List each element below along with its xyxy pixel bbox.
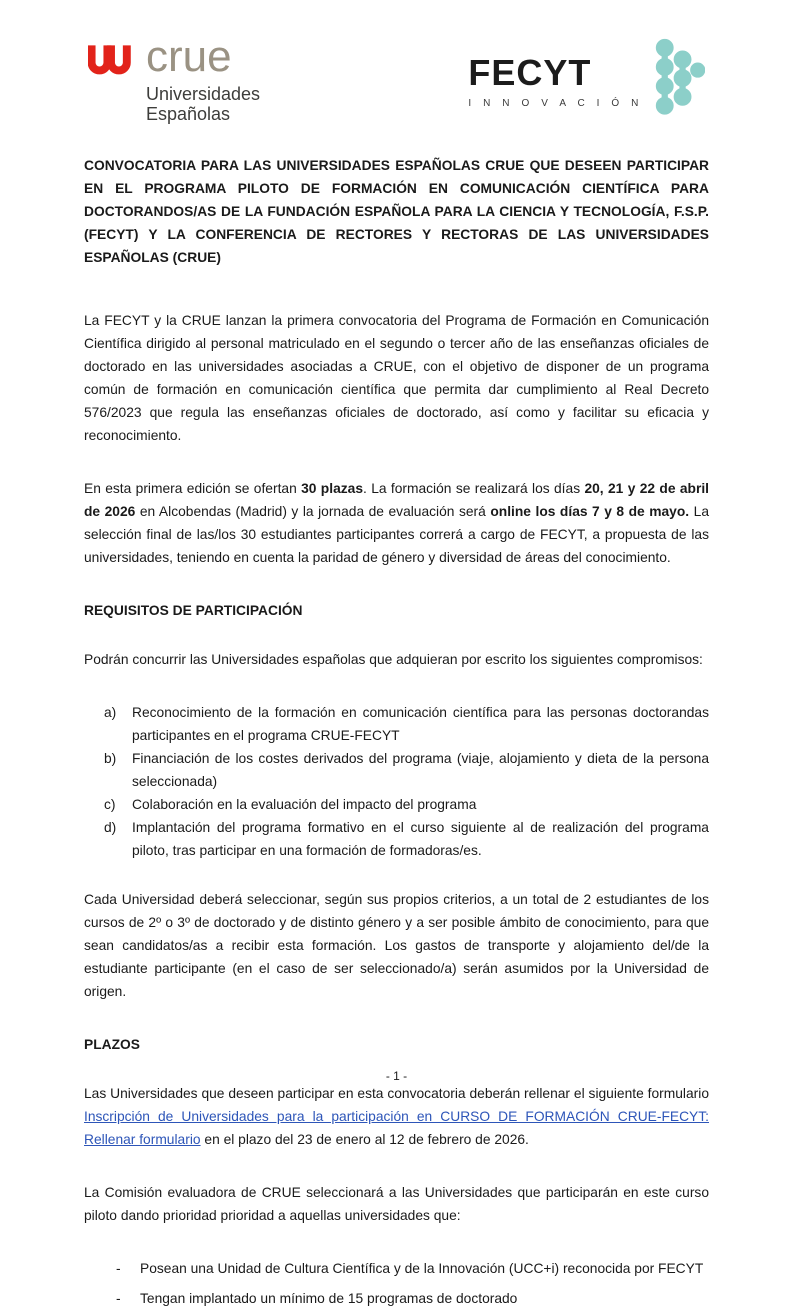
commission-paragraph: La Comisión evaluadora de CRUE seleccionará a las Universidades que participarán en este curso piloto dando prioridad prioridad a aquellas universidades que:	[84, 1185, 709, 1223]
plazos-heading: PLAZOS	[84, 1037, 140, 1052]
crue-wordmark: crue	[146, 32, 232, 81]
list-item-text: Tengan implantado un mínimo de 15 programas de doctorado	[140, 1291, 518, 1306]
crue-logo	[88, 32, 261, 125]
fecyt-logo	[468, 38, 705, 125]
list-item-marker: c)	[104, 797, 116, 812]
list-item	[104, 747, 709, 793]
text-run: en el plazo del 23 de enero al 12 de febrero de 2026.	[200, 1132, 529, 1147]
form-paragraph	[84, 1082, 709, 1151]
crue-double-u-icon	[88, 38, 134, 95]
requisitos-intro: Podrán concurrir las Universidades españolas que adquieran por escrito los siguientes compromisos:	[84, 652, 703, 667]
list-item-marker: -	[116, 1261, 121, 1276]
requisitos-heading: REQUISITOS DE PARTICIPACIÓN	[84, 603, 303, 618]
crue-subtitle-line2: Españolas	[146, 104, 231, 125]
crue-subtitle	[146, 84, 260, 125]
selection-paragraph: Cada Universidad deberá seleccionar, según sus propios criterios, a un total de 2 estudiantes de los cursos de 2º o 3º de doctorado y de distinto género y a ser posible ámbito de conocimiento, para que sean candidatos/as a recibir esta formación. Los gastos de transporte y alojamiento del/de la estudiante participante (en el caso de ser seleccionado/a) serán asumidos por la Universidad de origen.	[84, 892, 709, 999]
crue-subtitle-line1: Universidades	[146, 83, 261, 104]
edition-paragraph	[84, 477, 709, 569]
list-item	[116, 1257, 709, 1280]
fecyt-subtitle: I N N O V A C I Ó N	[468, 97, 643, 109]
text-run: En esta primera edición se ofertan	[84, 481, 302, 496]
list-item-text: Posean una Unidad de Cultura Científica y de la Innovación (UCC+i) reconocida por FECYT	[140, 1261, 704, 1276]
document-title: CONVOCATORIA PARA LAS UNIVERSIDADES ESPAÑOLAS CRUE QUE DESEEN PARTICIPAR EN EL PROGRAMA PILOTO DE FORMACIÓN EN COMUNICACIÓN CIENTÍFICA PARA DOCTORANDOS/AS DE LA FUNDACIÓN ESPAÑOLA PARA LA CIENCIA Y TECNOLOGÍA, F.S.P. (FECYT) Y LA CONFERENCIA DE RECTORES Y RECTORAS DE LAS UNIVERSIDADES ESPAÑOLAS (CRUE)	[84, 158, 709, 265]
bold-text-run: 30 plazas	[301, 481, 363, 496]
text-run: . La formación se realizará los días	[363, 481, 585, 496]
document-body	[0, 154, 793, 1310]
fecyt-wordmark: FECYT	[468, 51, 592, 93]
text-run: La selección final de las/los 30 estudiantes participantes correrá a cargo de FECYT, a propuesta de las universidades, teniendo en cuenta la paridad de género y diversidad de áreas del conocimiento.	[84, 504, 709, 565]
page-header	[0, 0, 793, 128]
commitments-list	[104, 701, 709, 862]
list-item	[104, 701, 709, 747]
intro-paragraph: La FECYT y la CRUE lanzan la primera convocatoria del Programa de Formación en Comunicación Científica dirigido al personal matriculado en el segundo o tercer año de las enseñanzas oficiales de doctorado en las universidades asociadas a CRUE, con el objetivo de disponer de un programa común de formación en comunicación científica que permita dar cumplimiento al Real Decreto 576/2023 que regula las enseñanzas oficiales de doctorado, así como y facilitar su eficacia y reconocimiento.	[84, 313, 709, 443]
bold-text-run: online los días 7 y 8 de mayo.	[490, 504, 690, 519]
list-item-text: Financiación de los costes derivados del programa (viaje, alojamiento y dieta de la persona seleccionada)	[132, 751, 709, 789]
crue-logo-text	[146, 32, 261, 125]
list-item	[116, 1287, 709, 1310]
list-item	[104, 816, 709, 862]
list-item-marker: a)	[104, 705, 117, 720]
list-item-marker: b)	[104, 751, 117, 766]
list-item-text: Reconocimiento de la formación en comunicación científica para las personas doctorandas participantes en el programa CRUE-FECYT	[132, 705, 709, 743]
inscription-form-link[interactable]: Inscripción de Universidades para la participación en CURSO DE FORMACIÓN CRUE-FECYT: Rellenar formulario	[84, 1109, 709, 1147]
list-item-text: Colaboración en la evaluación del impacto del programa	[132, 797, 477, 812]
criteria-list	[116, 1257, 709, 1310]
fecyt-dots-icon	[653, 38, 705, 125]
list-item	[104, 793, 709, 816]
list-item-marker: d)	[104, 820, 117, 835]
text-run: Las Universidades que deseen participar en esta convocatoria deberán rellenar el siguiente formulario	[84, 1086, 709, 1101]
text-run: en Alcobendas (Madrid) y la jornada de evaluación será	[135, 504, 491, 519]
bold-text-run: 20, 21 y 22 de abril de 2026	[84, 481, 710, 519]
page-footer	[0, 1069, 793, 1083]
fecyt-logo-text	[468, 51, 643, 109]
list-item-text: Implantación del programa formativo en el curso siguiente al de realización del programa piloto, tras participar en una formación de formadoras/es.	[132, 820, 709, 858]
list-item-marker: -	[116, 1291, 121, 1306]
page-number: - 1 -	[385, 1069, 408, 1083]
